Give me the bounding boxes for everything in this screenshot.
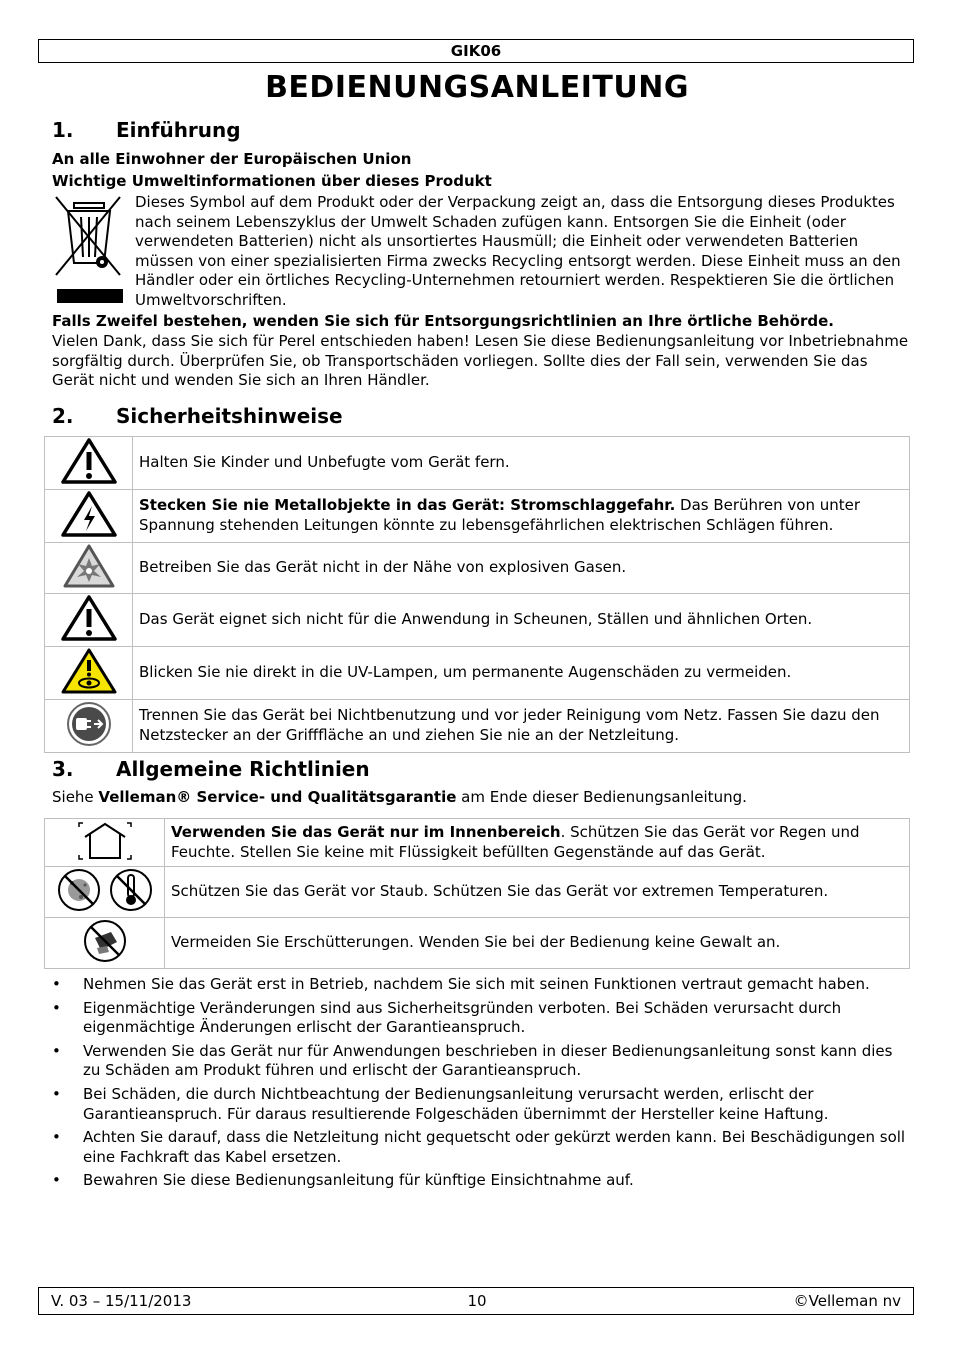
page-title: BEDIENUNGSANLEITUNG: [265, 70, 689, 105]
safety-text-rest: Das Berühren von unter Spannung stehenden Leitungen könnte zu lebensgefährlichen elektrischen Schlägen führen.: [139, 496, 861, 534]
list-item-text: Bewahren Sie diese Bedienungsanleitung für künftige Einsichtnahme auf.: [83, 1171, 634, 1190]
list-item-text: Bei Schäden, die durch Nichtbeachtung der Bedienungsanleitung verursacht werden, erlischt der Garantieanspruch. Für daraus resultierende Folgeschäden übernimmt der Hersteller keine Haftung.: [83, 1084, 829, 1123]
environment-info-line: Wichtige Umweltinformationen über dieses Produkt: [52, 172, 492, 190]
safety-text: Trennen Sie das Gerät bei Nichtbenutzung und vor jeder Reinigung vom Netz. Fassen Sie dazu den Netzstecker an der Grifffläche an und ziehen Sie nie an der Netzleitung.: [133, 700, 910, 753]
warning-exclamation-icon: [45, 437, 133, 490]
guideline-text-rest: . Schützen Sie das Gerät vor Regen und Feuchte. Stellen Sie keine mit Flüssigkeit befüllten Gegenstände auf das Gerät.: [171, 823, 860, 861]
section-number: 1.: [52, 118, 74, 142]
guidelines-list: [52, 975, 912, 1195]
list-item-text: Verwenden Sie das Gerät nur für Anwendungen beschrieben in dieser Bedienungsanleitung sonst kann dies zu Schäden am Produkt führen und erlischt der Garantieanspruch.: [83, 1041, 893, 1080]
thanks-paragraph: Vielen Dank, dass Sie sich für Perel entschieden haben! Lesen Sie diese Bedienungsanleitung vor Inbetriebnahme sorgfältig durch. Überprüfen Sie, ob Transportschäden vorliegen. Sollte dies der Fall sein, verwenden Sie das Gerät nicht und wenden Sie sich an Ihren Händler.: [52, 332, 909, 390]
intro-pre: Siehe: [52, 788, 99, 806]
intro-bold: Velleman® Service- und Qualitätsgarantie: [98, 788, 457, 806]
list-item: [52, 1128, 912, 1167]
safety-row: [45, 543, 910, 594]
bullet-icon: •: [52, 975, 61, 993]
section-3-heading: [52, 757, 370, 781]
safety-text: Blicken Sie nie direkt in die UV-Lampen, um permanente Augenschäden zu vermeiden.: [133, 647, 910, 700]
list-item: [52, 975, 912, 995]
guideline-row: [45, 819, 910, 867]
weee-description: Dieses Symbol auf dem Produkt oder der Verpackung zeigt an, dass die Entsorgung dieses Produktes nach seinem Lebenszyklus der Umwelt Schaden zufügen kann. Entsorgen Sie die Einheit (oder verwendeten Batterien) nicht als unsortiertes Hausmüll; die Einheit oder verwendeten Batterien müssen von einer spezialisierten Firma zwecks Recycling entsorgt werden. Diese Einheit muss an den Händler oder ein örtliches Recycling-Unternehmen retourniert werden. Respektieren Sie die örtlichen Umweltvorschriften.: [135, 193, 901, 309]
list-item-text: Achten Sie darauf, dass die Netzleitung nicht gequetscht oder gekürzt werden kann. Bei Beschädigungen soll eine Fachkraft das Kabel ersetzen.: [83, 1128, 906, 1166]
guideline-row: [45, 918, 910, 969]
safety-text-bold: Stecken Sie nie Metallobjekte in das Gerät: Stromschlaggefahr.: [139, 496, 676, 515]
footer-page-number: 10: [467, 1292, 487, 1310]
guidelines-table: [44, 818, 910, 969]
section-2-heading: [52, 404, 343, 428]
indoor-house-icon: [45, 819, 165, 867]
bullet-icon: •: [52, 998, 61, 1017]
guarantee-reference: [52, 788, 912, 808]
footer-version: V. 03 – 15/11/2013: [51, 1292, 192, 1310]
guideline-text: [165, 819, 910, 867]
footer-copyright: ©Velleman nv: [793, 1292, 901, 1310]
dust-temperature-icon: [45, 867, 165, 918]
unplug-icon: [45, 700, 133, 753]
bullet-icon: •: [52, 1171, 61, 1190]
bullet-icon: •: [52, 1041, 61, 1060]
section-title: Allgemeine Richtlinien: [116, 757, 370, 781]
list-item: [52, 999, 912, 1038]
section-number: 2.: [52, 404, 74, 428]
list-item-text: Nehmen Sie das Gerät erst in Betrieb, nachdem Sie sich mit seinen Funktionen vertraut gemacht haben.: [83, 975, 870, 993]
guideline-text-bold: Verwenden Sie das Gerät nur im Innenbereich: [171, 823, 561, 841]
explosion-warning-icon: [45, 543, 133, 594]
section-1-heading: [52, 118, 241, 142]
no-shock-icon: [45, 918, 165, 969]
section-title: Einführung: [116, 118, 241, 142]
guideline-row: [45, 867, 910, 918]
electric-shock-warning-icon: [45, 490, 133, 543]
doubt-notice: Falls Zweifel bestehen, wenden Sie sich für Entsorgungsrichtlinien an Ihre örtliche Behörde.: [52, 312, 834, 330]
header-model: GIK06: [38, 39, 914, 63]
bullet-icon: •: [52, 1128, 61, 1147]
safety-row: [45, 594, 910, 647]
safety-text: Das Gerät eignet sich nicht für die Anwendung in Scheunen, Ställen und ähnlichen Orten.: [133, 594, 910, 647]
safety-row: [45, 490, 910, 543]
safety-text: [133, 490, 910, 543]
section-number: 3.: [52, 757, 74, 781]
safety-row: [45, 700, 910, 753]
eu-residents-line: An alle Einwohner der Europäischen Union: [52, 150, 412, 168]
guideline-text: Schützen Sie das Gerät vor Staub. Schützen Sie das Gerät vor extremen Temperaturen.: [165, 867, 910, 918]
uv-eye-warning-icon: [45, 647, 133, 700]
list-item: [52, 1171, 912, 1191]
warning-exclamation-icon: [45, 594, 133, 647]
safety-row: [45, 647, 910, 700]
bullet-icon: •: [52, 1084, 61, 1103]
safety-table: [44, 436, 910, 753]
safety-text: Halten Sie Kinder und Unbefugte vom Gerät fern.: [133, 437, 910, 490]
page-footer: [38, 1287, 914, 1315]
safety-text: Betreiben Sie das Gerät nicht in der Nähe von explosiven Gasen.: [133, 543, 910, 594]
list-item-text: Eigenmächtige Veränderungen sind aus Sicherheitsgründen verboten. Bei Schäden verursacht durch eigenmächtige Änderungen erlischt der Garantieanspruch.: [83, 998, 842, 1037]
list-item: [52, 1085, 912, 1124]
list-item: [52, 1042, 912, 1081]
safety-row: [45, 437, 910, 490]
intro-post: am Ende dieser Bedienungsanleitung.: [456, 788, 747, 806]
section-title: Sicherheitshinweise: [116, 404, 343, 428]
guideline-text: Vermeiden Sie Erschütterungen. Wenden Sie bei der Bedienung keine Gewalt an.: [165, 918, 910, 969]
weee-crossed-bin-icon: [52, 193, 124, 305]
